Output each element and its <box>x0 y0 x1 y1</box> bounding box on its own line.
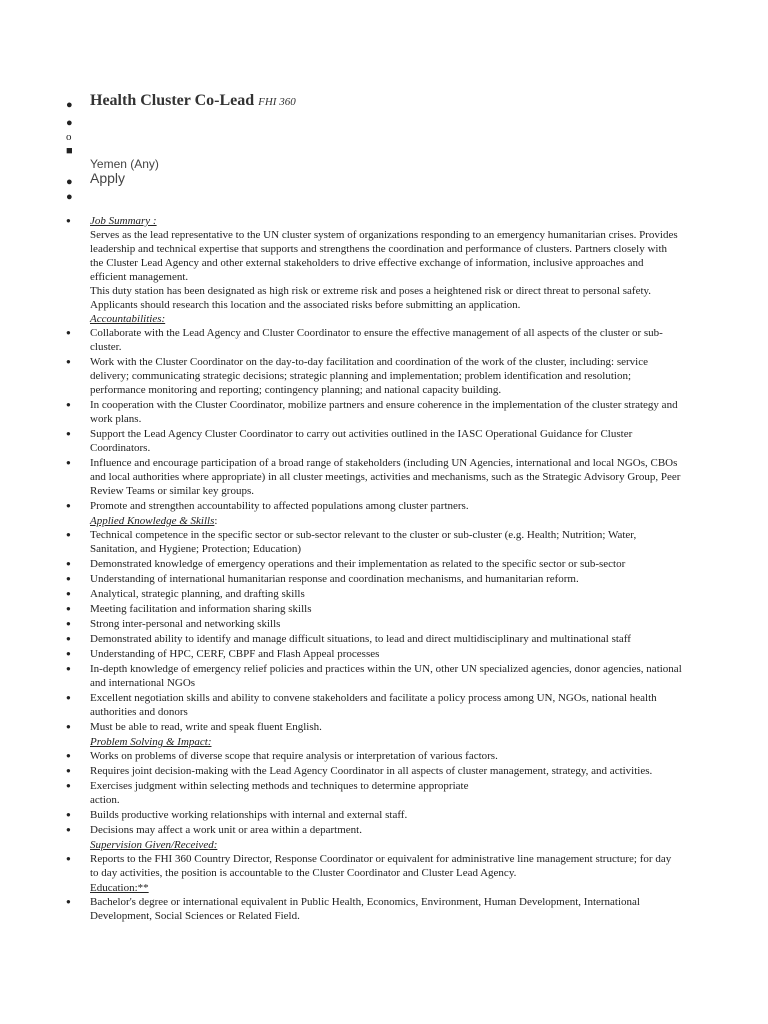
square-bullet-marker: ■ <box>66 145 73 157</box>
skills-heading <box>90 514 682 528</box>
risk-paragraph: This duty station has been designated as high risk or extreme risk and poses a heightened risk or direct threat to personal safety. Applicants should research this location and the associated risks before submitting an application. <box>90 285 652 311</box>
list-item: ● Promote and strengthen accountability to affected populations among cluster partners. <box>90 499 682 513</box>
list-item: ● Bachelor's degree or international equivalent in Public Health, Economics, Environment, Human Development, International Development, Social Sciences or Related Field. <box>90 895 682 923</box>
list-item: ● Requires joint decision-making with the Lead Agency Coordinator in all aspects of cluster management, strategy, and activities. <box>90 764 682 778</box>
list-item: ● Demonstrated knowledge of emergency operations and their implementation as related to the specific sector or sub-sector <box>90 557 682 571</box>
job-title: Health Cluster Co-Lead <box>90 92 255 109</box>
accountabilities-heading: Accountabilities: <box>90 313 166 325</box>
apply-link[interactable]: Apply <box>90 170 126 186</box>
skills-heading-text: Applied Knowledge & Skills <box>90 515 215 527</box>
list-item: ● Work with the Cluster Coordinator on the day-to-day facilitation and coordination of the work of the cluster, including: service delivery; communicating strategic decisions; strategic planning and implementation; problem identification and resolution; performance monitoring and reporting; contingency planning; and national capacity building. <box>90 355 682 397</box>
list-item: ● Meeting facilitation and information sharing skills <box>90 602 682 616</box>
summary-paragraph: Serves as the lead representative to the UN cluster system of organizations responding to an emergency humanitarian crises. Provides leadership and technical expertise that supports and strengthens the coordination and performance of clusters. Partners closely with the Cluster Lead Agency and other external stakeholders to drive effective exchange of information, inclusive approaches and efficient management. <box>90 229 678 283</box>
circle-bullet-marker: o <box>66 131 72 143</box>
job-location: Yemen (Any) <box>90 157 159 171</box>
education-list <box>90 895 682 923</box>
list-item: ● Builds productive working relationships with internal and external staff. <box>90 808 682 822</box>
job-summary-heading: ● Job Summary : <box>90 214 682 228</box>
list-item: ● Analytical, strategic planning, and drafting skills <box>90 587 682 601</box>
list-item: ● Decisions may affect a work unit or area within a department. <box>90 823 682 837</box>
list-item: ● Support the Lead Agency Cluster Coordinator to carry out activities outlined in the IASC Operational Guidance for Cluster Coordinators. <box>90 427 682 455</box>
list-item: ● Collaborate with the Lead Agency and Cluster Coordinator to ensure the effective management of all aspects of the cluster or sub-cluster. <box>90 326 682 354</box>
list-item: ● In-depth knowledge of emergency relief policies and practices within the UN, other UN specialized agencies, donor agencies, national and international NGOs <box>90 662 682 690</box>
list-item: ● Technical competence in the specific sector or sub-sector relevant to the cluster or sub-cluster (e.g. Health; Nutrition; Water, Sanitation, and Hygiene; Protection; Education) <box>90 528 682 556</box>
list-item: ● Excellent negotiation skills and ability to convene stakeholders and facilitate a policy process among UN, NGOs, national health authorities and donors <box>90 691 682 719</box>
list-item: ● Strong inter-personal and networking skills <box>90 617 682 631</box>
problem-solving-list <box>90 749 682 837</box>
list-item: ● Exercises judgment within selecting methods and techniques to determine appropriate action. <box>90 779 480 807</box>
list-item: ● Understanding of international humanitarian response and coordination mechanisms, and humanitarian reform. <box>90 572 682 586</box>
job-description <box>90 214 682 924</box>
list-item: ● In cooperation with the Cluster Coordinator, mobilize partners and ensure coherence in the implementation of the cluster strategy and work plans. <box>90 398 682 426</box>
list-item: ● Influence and encourage participation of a broad range of stakeholders (including UN Agencies, international and local NGOs, CBOs and local authorities where appropriate) in all cluster meetings, activities and mechanisms, such as the Strategic Advisory Group, Peer Review Teams or similar key groups. <box>90 456 682 498</box>
job-title-heading <box>90 94 296 109</box>
skills-heading-suffix: : <box>214 515 218 527</box>
bullet-marker: ● <box>66 191 73 203</box>
supervision-list <box>90 852 682 880</box>
list-item: ● Must be able to read, write and speak fluent English. <box>90 720 682 734</box>
list-item: ● Demonstrated ability to identify and manage difficult situations, to lead and direct multidisciplinary and multinational staff <box>90 632 682 646</box>
list-item: ● Reports to the FHI 360 Country Director, Response Coordinator or equivalent for administrative line management structure; for day to day activities, the position is accountable to the Cluster Coordinator and Cluster Lead Agency. <box>90 852 682 880</box>
organization-name: FHI 360 <box>258 96 296 108</box>
bullet-marker: ● <box>66 99 73 111</box>
accountabilities-list <box>90 326 682 513</box>
list-item: ● Works on problems of diverse scope that require analysis or interpretation of various factors. <box>90 749 682 763</box>
bullet-marker: ● <box>66 117 73 129</box>
skills-list <box>90 528 682 734</box>
problem-solving-heading: Problem Solving & Impact: <box>90 736 212 748</box>
education-heading: Education:** <box>90 882 149 894</box>
list-item: ● Understanding of HPC, CERF, CBPF and Flash Appeal processes <box>90 647 682 661</box>
bullet-marker: ● <box>66 176 73 188</box>
supervision-heading: Supervision Given/Received: <box>90 839 218 851</box>
